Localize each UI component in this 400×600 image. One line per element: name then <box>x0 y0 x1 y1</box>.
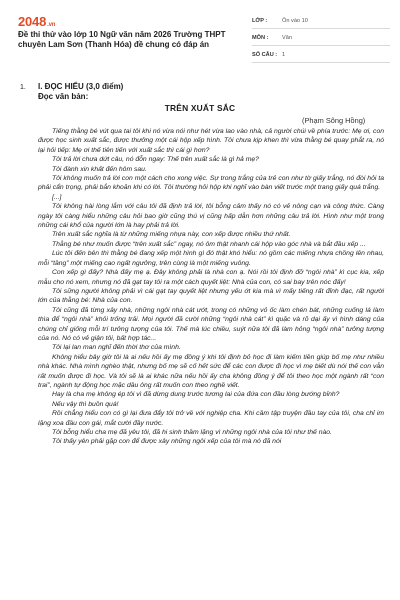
passage-paragraph: Tôi không muốn trả lời con một cách cho xong việc. Sự trong trắng của trẻ con như tờ giấy trắng, nó đòi hỏi ta phải cẩn trọng, phải bắn khoăn khi có lời. Tôi thường hỏi hộp khi nghĩ vào bàn viết trước một trang giấy quá trắng. <box>38 175 384 192</box>
passage-paragraph: Tôi thấy yên phải gặp con để được xây những ngôi xếp của tôi mà nó đã nói <box>52 438 282 446</box>
meta-label: LỚP : <box>252 18 268 24</box>
question-number: 1. <box>20 84 26 91</box>
site-logo[interactable] <box>18 14 55 29</box>
exam-meta <box>252 14 390 65</box>
reading-passage <box>38 127 384 447</box>
meta-value: Văn <box>282 35 292 41</box>
passage-paragraph: Tôi bỗng hiểu cha mẹ đã yêu tôi, đã hi sinh thầm lặng vì những ngôi nhà của tôi như thế nào. <box>52 429 332 436</box>
passage-paragraph: Con xếp gì đấy? Nhà đấy mẹ ạ. Đây không phải là nhà con ạ. Nói rồi tôi định đỡ “ngôi nhà” kì cục kia, xếp mẫu cho nó xem, nhưng nó đã gạt tay tôi ra một cách quyết liệt: Nhà của con, có sai bay trên nóc đấy! <box>38 269 384 286</box>
page-header <box>0 0 400 62</box>
passage-title: TRÊN XUẤT SẮC <box>164 103 236 113</box>
logo-suffix: .vn <box>47 22 56 28</box>
passage-paragraph: Rồi chẳng hiểu con có gì lại đưa đẩy tôi trở về với nghiệp cha. Khi cầm tập truyện đầu tay của tôi, cha chỉ im lặng xoa đầu con gái, mắt cười đầy nước. <box>38 410 384 427</box>
passage-paragraph: Trên xuất sắc nghĩa là từ những miếng nhựa này, con xếp được nhiều thứ nhất. <box>52 231 291 239</box>
passage-author: (Phạm Sông Hồng) <box>302 116 366 125</box>
passage-paragraph: Nếu vậy thì buồn quá! <box>52 400 119 408</box>
meta-row-subject <box>252 31 390 46</box>
section-subtitle: Đọc văn bản: <box>38 92 89 101</box>
meta-row-grade <box>252 14 390 29</box>
passage-paragraph: Tôi không hài lòng lắm với câu tôi đã định trả lời, tôi bỗng cảm thấy nó có vẻ nông cạn và công thức. Càng ngày tôi càng hiểu những câu hỏi bao giờ cũng thú vị cũng hấp dẫn hơn những câu trả lời. Hình như một trong những cái khổ của người lớn là hay phải trả lời. <box>38 203 384 230</box>
passage-paragraph: [...] <box>52 193 62 201</box>
passage-paragraph: Tiếng thằng bé vút qua tai tôi khi nó vừa nói như hét vừa lao vào nhà, cả người chúi về phía trước: Mẹ ơi, con được học sinh xuất sắc, được thưởng một cái hộp xếp hình. Tôi chưa kịp khen thì vừa thằng bé quay phắt ra, nó lại hỏi tiếp: Mẹ ơi thế tiên tiến với xuất sắc thì cái gì hơn? <box>38 128 384 154</box>
passage-paragraph: Tôi trả lời chưa dứt câu, nó đỗn ngay: Thế trên xuất sắc là gì hả mẹ? <box>52 156 259 164</box>
meta-label: MÔN : <box>252 35 269 41</box>
passage-paragraph: Tôi cũng đã từng xây nhà, những ngôi nhà cát ướt, trong có những vỏ ốc làm chén bát, những cuống lá làm thìa để “ngôi nhà” khỏi trống trải. Mọi người đã cười những “ngôi nhà cát” kì quặc và rõ dại ấy vì hình dáng của chúng chỉ giống mỗi trí tưởng tượng của tôi. Thế mà lúc chiều, suýt nữa tôi đã làm hỏng “ngôi nhà” tưởng tượng của nó. Nó có vẻ giận tôi, bất hợp tác... <box>38 306 384 342</box>
passage-paragraph: Tôi đành xin khất đến hôm sau. <box>52 165 147 173</box>
document-title: Đề thi thử vào lớp 10 Ngữ văn năm 2026 Trường THPT chuyên Lam Sơn (Thanh Hóa) đề chung có đáp án <box>18 30 226 49</box>
passage-paragraph: Hay là cha mẹ không ép tôi vì đã dừng dung trước tương lai của đứa con đầu lòng bướng bỉnh? <box>52 391 340 399</box>
meta-value: 1 <box>282 52 286 58</box>
section-title: I. ĐỌC HIỂU (3,0 điểm) <box>38 82 124 91</box>
passage-paragraph: Lúc tôi đến bên thì thằng bé đang xếp một hình gì đó thật khó hiểu: nó gồm các miếng nhựa chồng lên nhau, mỗi “tầng” một miếng cao ngất ngưởng, trên cùng là một miếng vuông. <box>38 250 384 267</box>
question-content <box>0 66 400 600</box>
meta-label: SỐ CÂU : <box>252 52 278 58</box>
passage-paragraph: Thằng bé như muốn được “trên xuất sắc” ngay, nó ôm thật nhanh cái hộp vào góc nhà và bắt đầu xếp ... <box>52 240 366 248</box>
passage-paragraph: Tôi sững người không phải vì cái gạt tay quyết liệt nhưng yếu ớt kia mà vì mấy tiếng rất đỉnh đạc, rất người lớn của thằng bé: Nhà của con. <box>38 287 384 305</box>
logo-main: 2048 <box>18 14 47 29</box>
passage-paragraph: Tôi lại lan man nghĩ đến thời thơ của mình. <box>52 344 181 352</box>
meta-value: Ôn vào 10 <box>282 18 308 24</box>
meta-row-count <box>252 48 390 63</box>
passage-paragraph: Không hiểu bây giờ tôi là ai nếu hồi ấy mẹ đồng ý khi tôi định bỏ học đi làm kiếm tiền giúp bố mẹ như nhiều nhà khác. Nhà mình nghèo thật, nhưng bố mẹ sẽ cố hết sức để các con được đi học vì mẹ biết dù nói thế con vẫn rất muốn được đi học. Và tôi sẽ là ai khác nữa nếu hồi ấy cha không đồng ý để tôi theo học một ngành rất “con trai”, ngành tự động học mặc dầu ông rất muốn con theo nghề viết. <box>38 353 384 389</box>
